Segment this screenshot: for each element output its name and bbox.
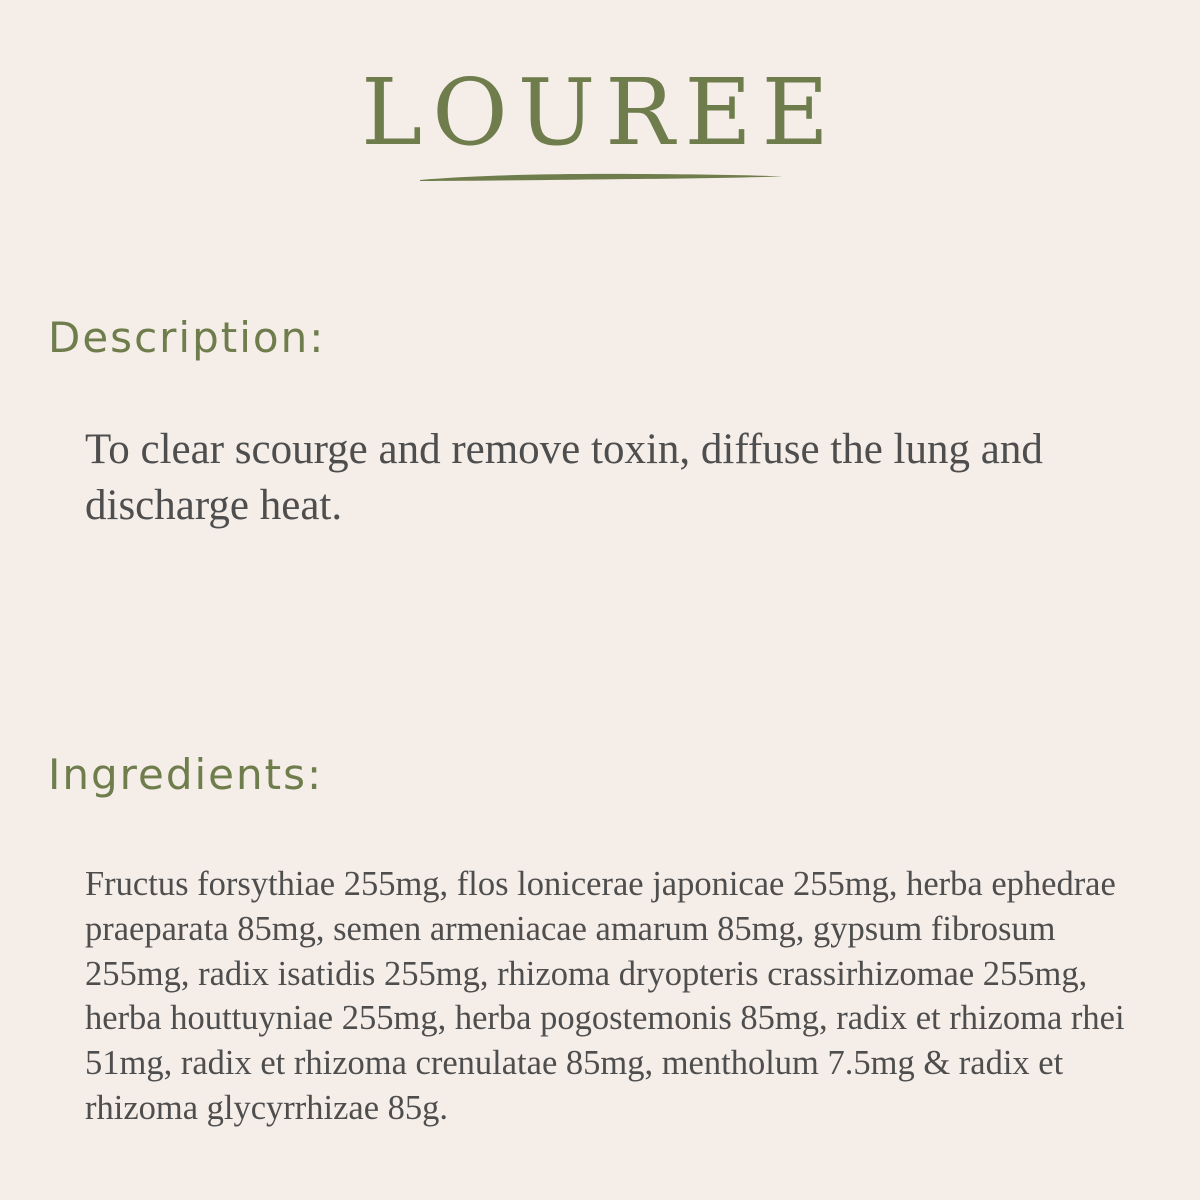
description-heading: Description:: [48, 313, 326, 362]
brand-logo: LOUREE: [361, 59, 839, 166]
ingredients-text: Fructus forsythiae 255mg, flos lonicerae japonicae 255mg, herba ephedrae praeparata 85mg, semen armeniacae amarum 85mg, gypsum fibrosum 255mg, radix isatidis 255mg, rhizoma dryopteris crassirhizomae 255mg, herba houttuyniae 255mg, herba pogostemonis 85mg, radix et rhizoma rhei 51mg, radix et rhizoma crenulatae 85mg, mentholum 7.5mg & radix et rhizoma glycyrrhizae 85g.: [85, 865, 1125, 1127]
description-text: To clear scourge and remove toxin, diffuse the lung and discharge heat.: [85, 426, 1043, 529]
brand-underline-stroke: [418, 170, 784, 184]
ingredients-heading: Ingredients:: [48, 750, 324, 799]
